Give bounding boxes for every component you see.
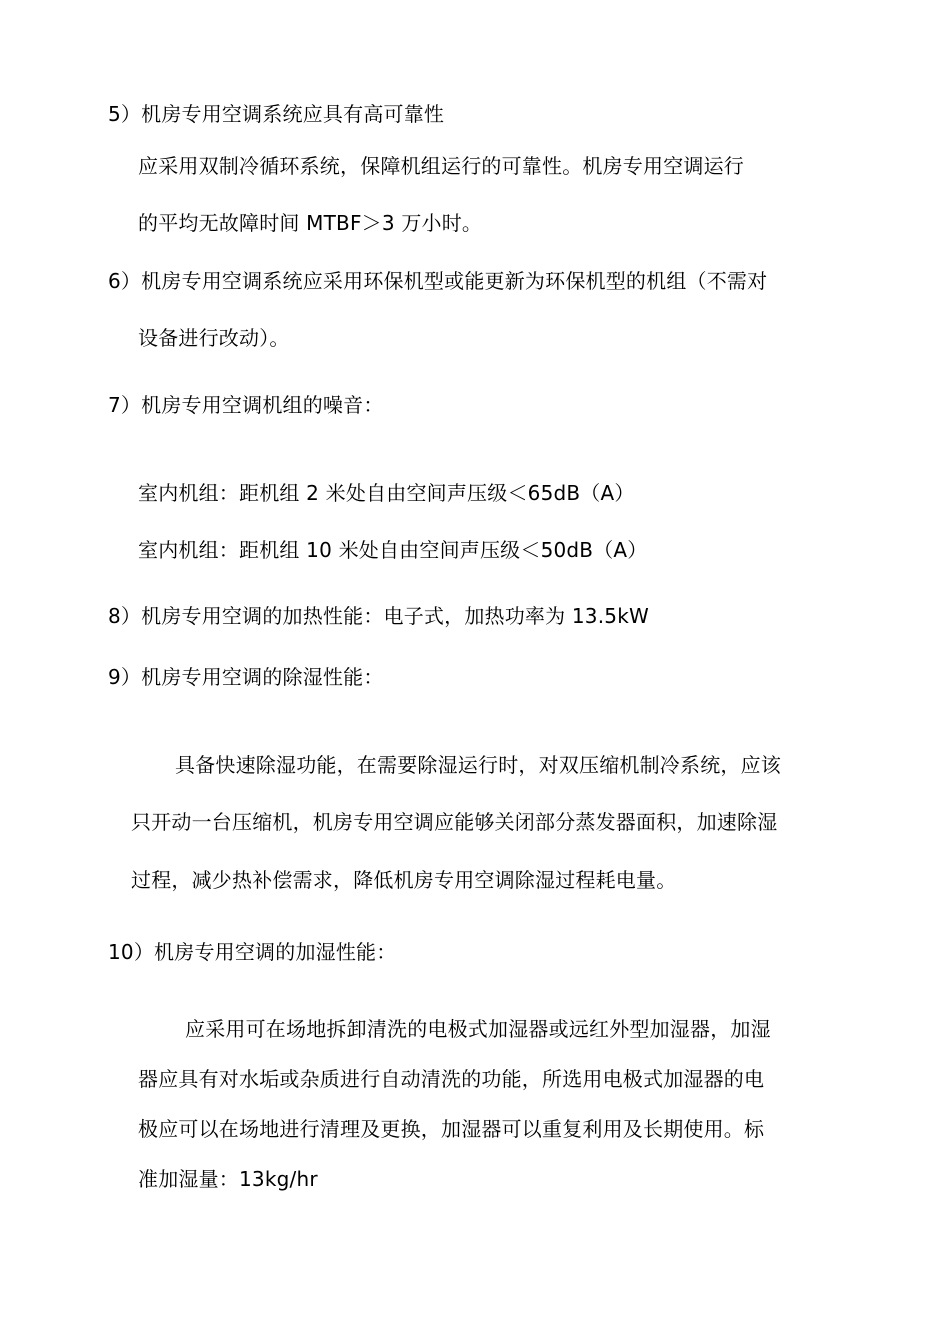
item-9-heading: 9）机房专用空调的除湿性能：	[108, 665, 384, 689]
item-9-body-line-2: 只开动一台压缩机，机房专用空调应能够关闭部分蒸发器面积，加速除湿	[131, 810, 778, 834]
item-7-indoor-2m: 室内机组：距机组 2 米处自由空间声压级＜65dB（A）	[138, 481, 635, 505]
item-8-heading: 8）机房专用空调的加热性能：电子式，加热功率为 13.5kW	[108, 604, 649, 628]
item-9-body-line-3: 过程，减少热补偿需求，降低机房专用空调除湿过程耗电量。	[131, 868, 677, 892]
item-7-heading: 7）机房专用空调机组的噪音：	[108, 393, 384, 417]
item-5-heading: 5）机房专用空调系统应具有高可靠性	[108, 102, 445, 126]
item-10-body-line-2: 器应具有对水垢或杂质进行自动清洗的功能，所选用电极式加湿器的电	[138, 1067, 765, 1091]
item-10-body-line-1: 应采用可在场地拆卸清洗的电极式加湿器或远红外型加湿器，加湿	[185, 1017, 771, 1041]
item-6-body-line-1: 设备进行改动）。	[138, 326, 290, 350]
item-5-body-line-1: 应采用双制冷循环系统，保障机组运行的可靠性。机房专用空调运行	[138, 154, 744, 178]
item-10-body-line-3: 极应可以在场地进行清理及更换，加湿器可以重复利用及长期使用。标	[138, 1117, 765, 1141]
item-9-body-line-1: 具备快速除湿功能，在需要除湿运行时，对双压缩机制冷系统，应该	[175, 753, 781, 777]
item-5-body-line-2: 的平均无故障时间 MTBF＞3 万小时。	[138, 211, 483, 235]
item-7-indoor-10m: 室内机组：距机组 10 米处自由空间声压级＜50dB（A）	[138, 538, 648, 562]
item-10-heading: 10）机房专用空调的加湿性能：	[108, 940, 397, 964]
item-6-heading: 6）机房专用空调系统应采用环保机型或能更新为环保机型的机组（不需对	[108, 269, 768, 293]
item-10-body-line-4: 准加湿量：13kg/hr	[138, 1167, 318, 1191]
